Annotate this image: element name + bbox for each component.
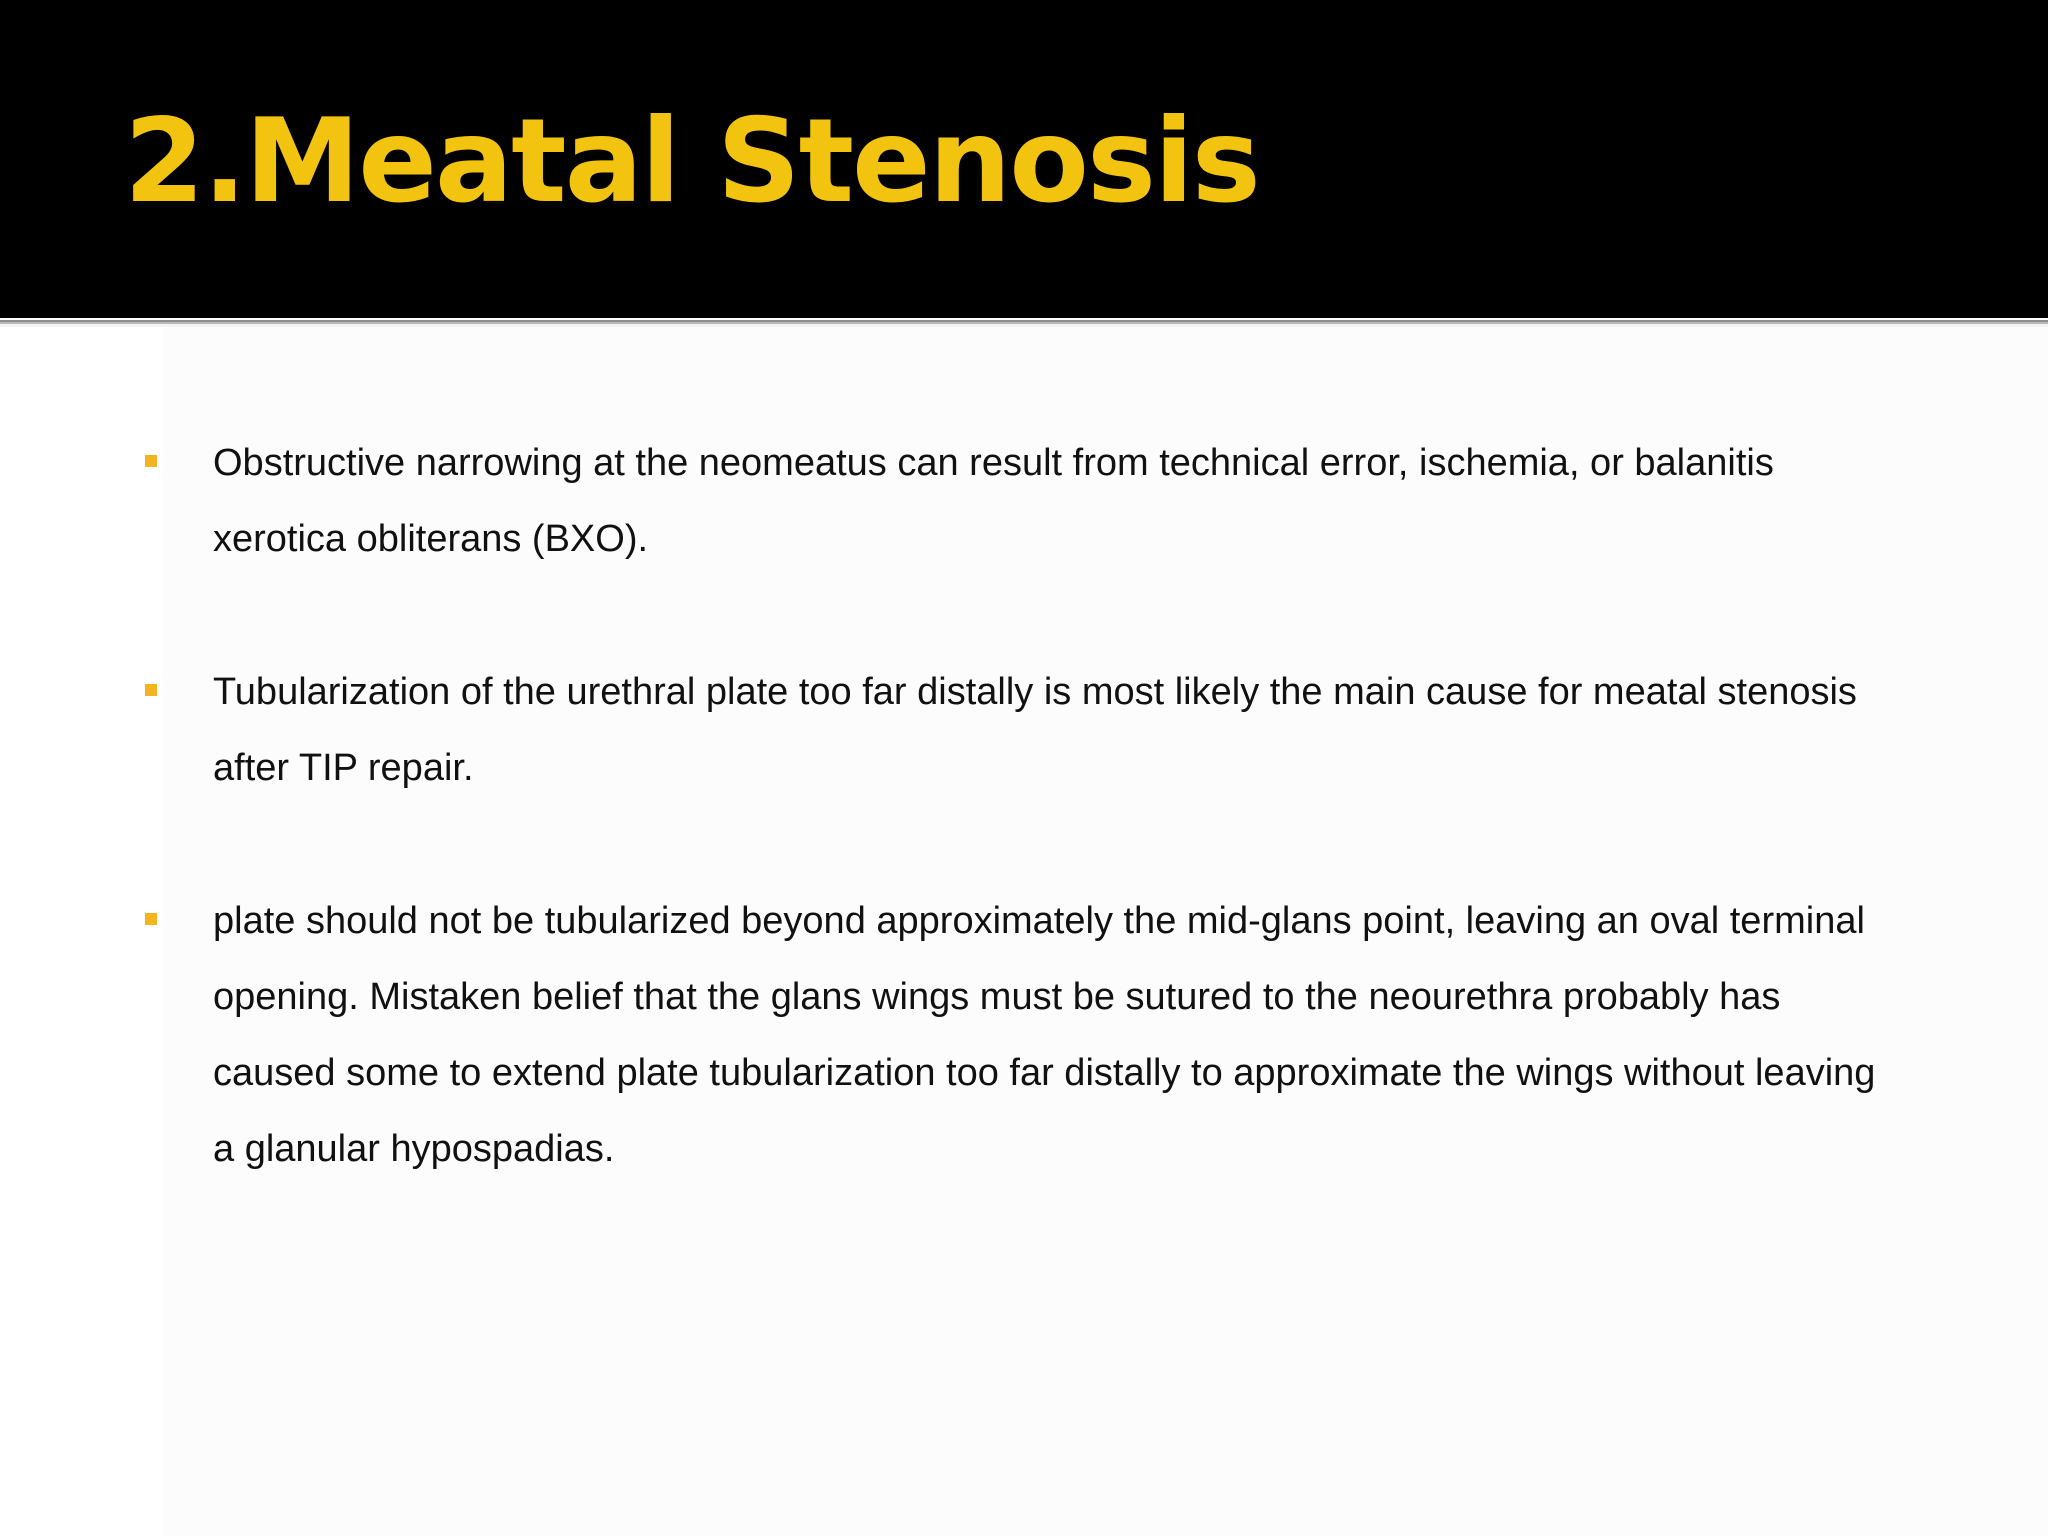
bullet-text: plate should not be tubularized beyond approximately the mid-glans point, leaving an oval terminal opening. Mistaken belief that the glans wings must be sutured to the neourethra probably has caused some to extend plate tubularization too far distally to approximate the wings without leaving a glanular hypospadias. — [213, 900, 1876, 1170]
bullet-text: Tubularization of the urethral plate too far distally is most likely the main cause for meatal stenosis after TIP repair. — [213, 671, 1857, 789]
bullet-item — [143, 883, 1893, 1187]
square-bullet-icon — [145, 913, 157, 925]
slide-header — [0, 0, 2048, 318]
bullet-item — [143, 425, 1893, 577]
bullet-list — [143, 425, 1893, 1264]
bullet-item — [143, 654, 1893, 806]
header-divider — [0, 318, 2048, 327]
slide-title: 2.Meatal Stenosis — [124, 94, 1259, 229]
square-bullet-icon — [145, 684, 157, 696]
bullet-text: Obstructive narrowing at the neomeatus can result from technical error, ischemia, or balanitis xerotica obliterans (BXO). — [213, 442, 1774, 560]
square-bullet-icon — [145, 455, 157, 467]
